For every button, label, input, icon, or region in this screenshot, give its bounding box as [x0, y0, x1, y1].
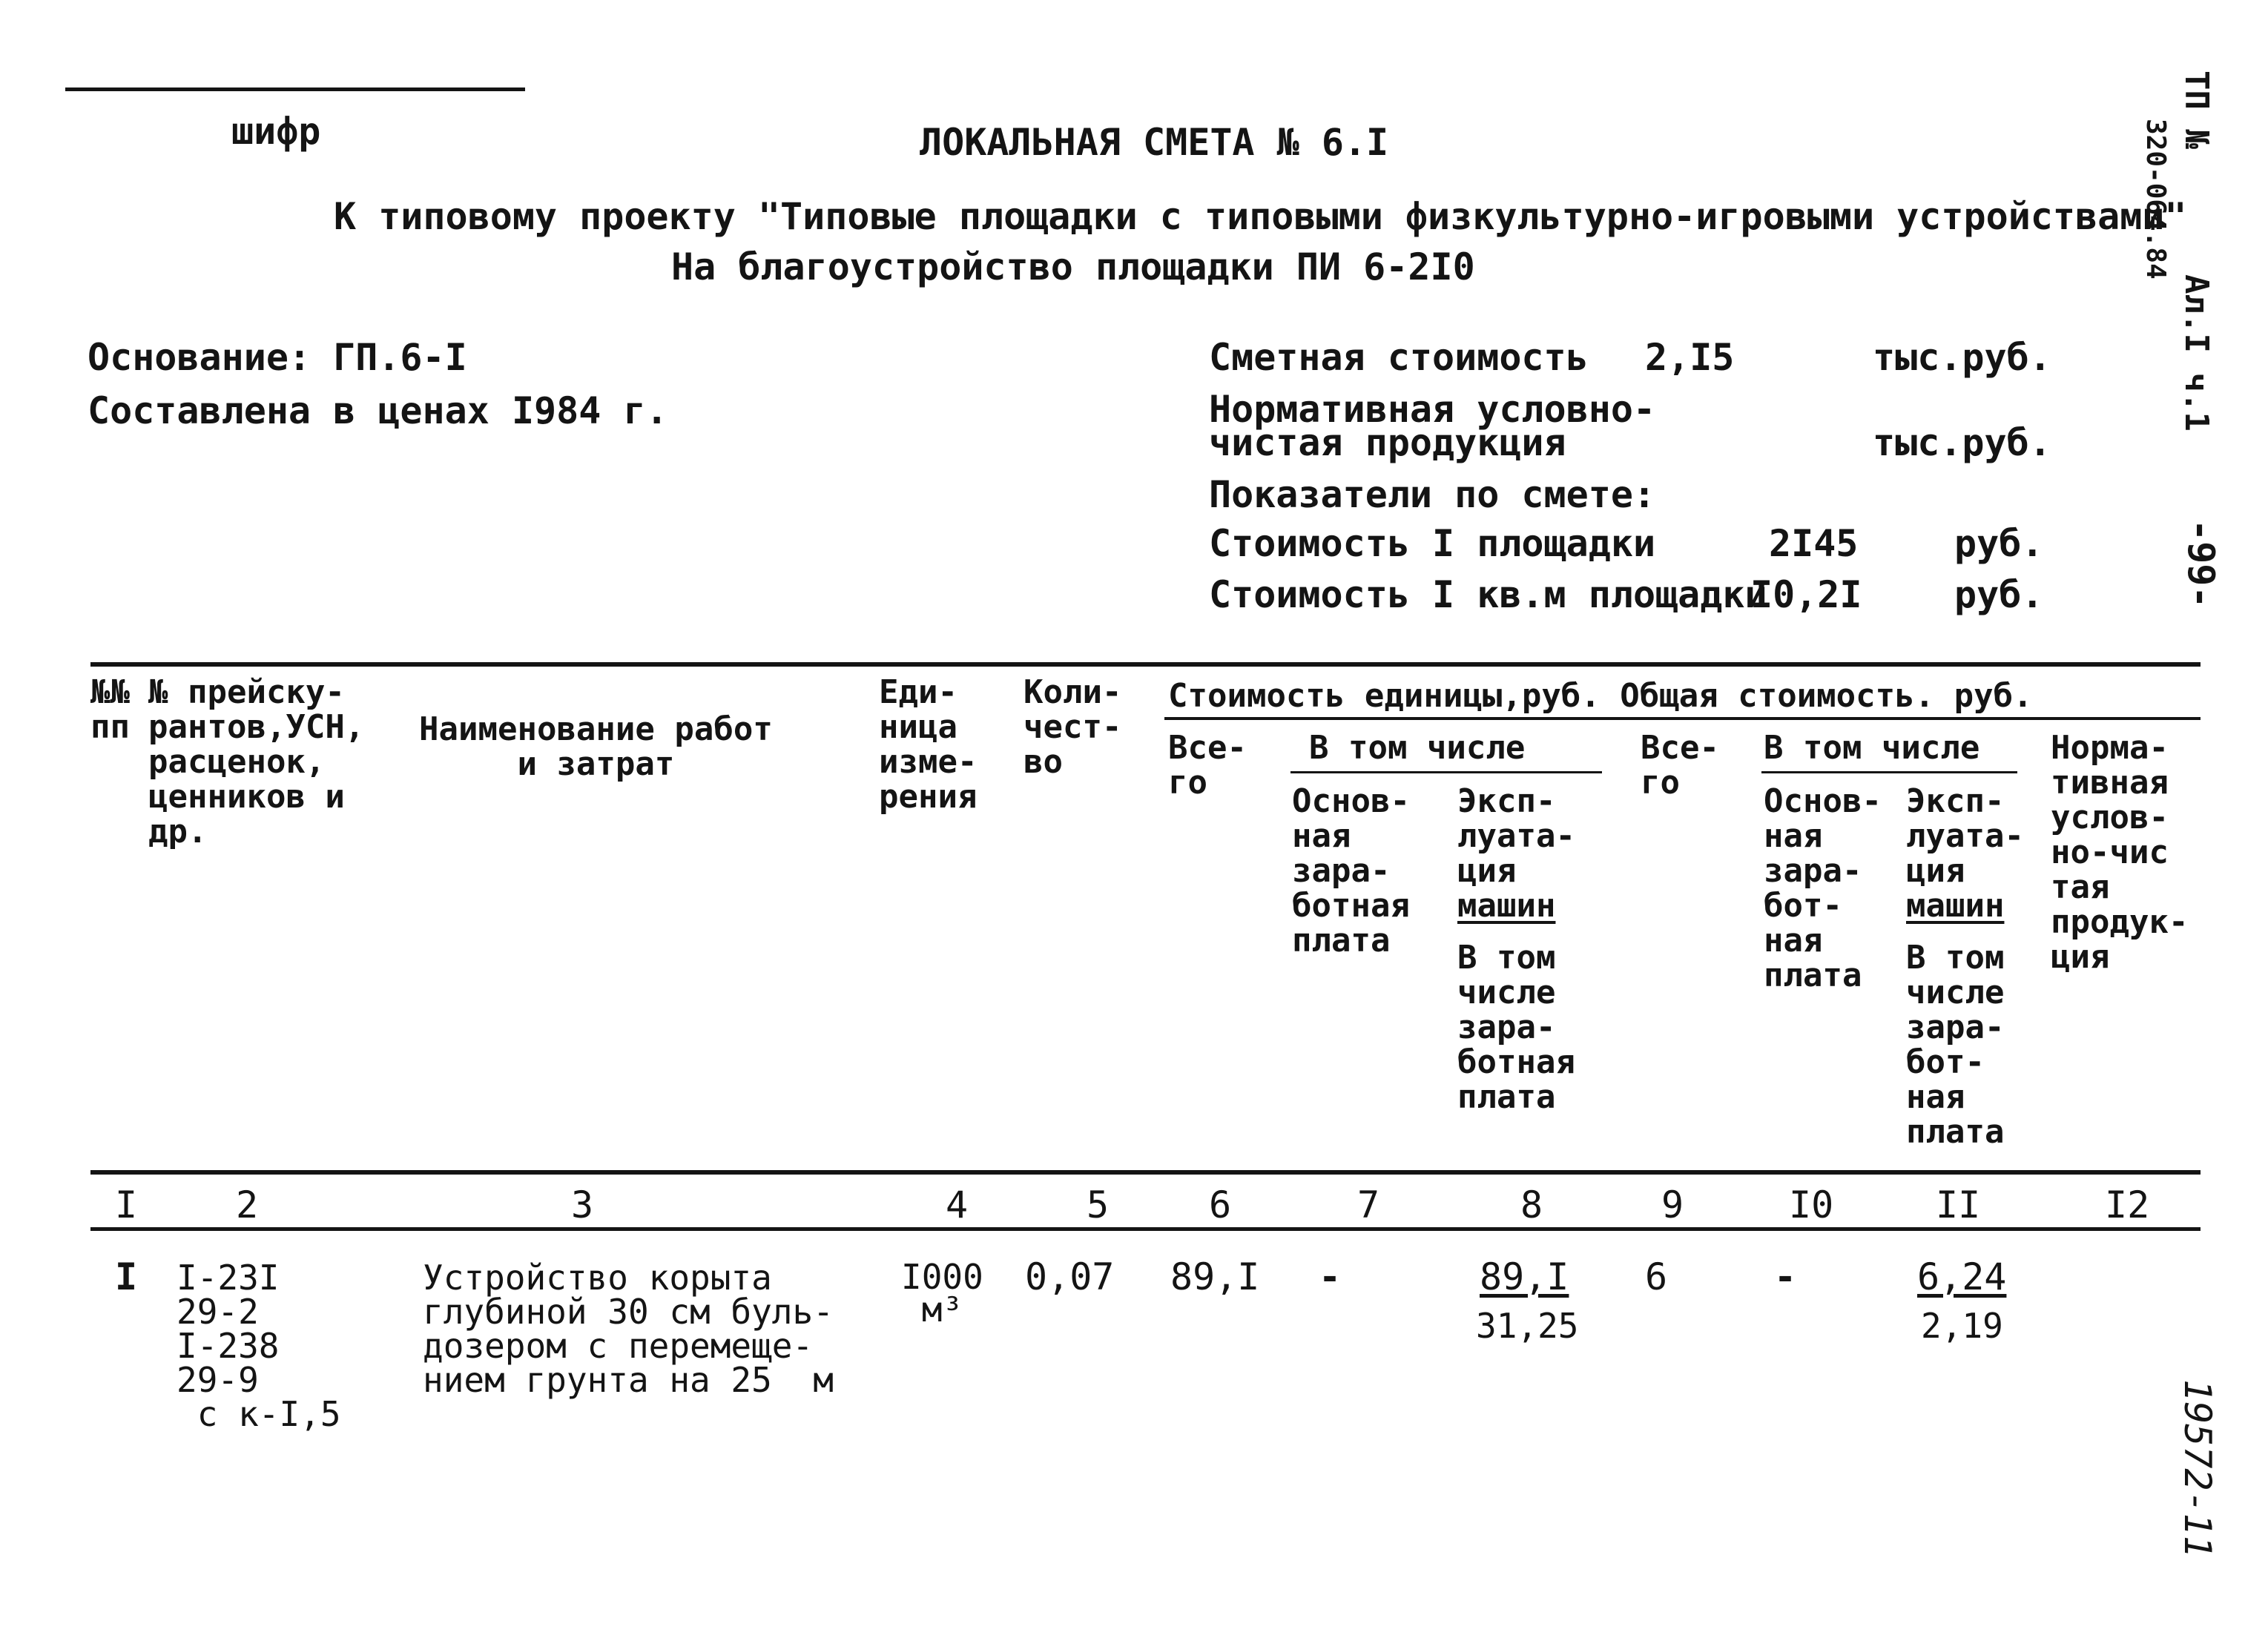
table-top-rule — [90, 662, 2201, 667]
header-machines-all: машин — [1906, 887, 2005, 925]
header-base-wage: Основ- ная зара- ботная плата — [1292, 782, 1410, 960]
row-machine-cost: 89,I — [1480, 1255, 1569, 1298]
col-number: I0 — [1789, 1183, 1834, 1226]
prices-year-line: Составлена в ценах I984 г. — [88, 389, 668, 432]
header-quantity: Коли- чест- во — [1023, 673, 1122, 781]
header-total-unit: Все- го — [1168, 729, 1247, 802]
row-base-wage-all: - — [1774, 1255, 1797, 1298]
sqm-cost-label: Стоимость I кв.м площадки — [1209, 573, 1767, 616]
margin-project-code: ТП № — [2178, 70, 2215, 149]
col-number: 6 — [1209, 1183, 1232, 1226]
col-number: II — [1936, 1183, 1981, 1226]
header-machine-op: Эксп- луата- ция — [1457, 782, 1575, 890]
header-machine-op-all: Эксп- луата- ция — [1906, 782, 2024, 890]
project-subtitle: К типовому проекту "Типовые площадки с типовыми физкультурно-игровыми устройствами" — [334, 195, 2187, 238]
header-incl-unit: В том числе — [1309, 729, 1526, 767]
margin-project-number: 320-064.84 — [2140, 119, 2171, 280]
estimate-cost-label: Сметная стоимость — [1209, 336, 1589, 379]
row-codes: I-23I 29-2 I-238 29-9 с к-I,5 — [177, 1258, 341, 1434]
header-machines: машин — [1457, 887, 1556, 925]
page-number: -99- — [2180, 519, 2223, 609]
header-machine-wage-all: В том числе зара- бот- ная плата — [1906, 939, 2005, 1151]
row-machine-wage-all: 2,19 — [1921, 1306, 2003, 1346]
row-base-wage: - — [1319, 1255, 1342, 1298]
estimate-cost-unit: тыс.руб. — [1873, 336, 2051, 379]
document-title: ЛОКАЛЬНАЯ СМЕТА № 6.I — [920, 121, 1389, 164]
basis-line: Основание: ГП.6-I — [88, 336, 467, 379]
sqm-cost-value: I0,2I — [1750, 573, 1862, 616]
row-total-all: 6 — [1645, 1255, 1668, 1298]
site-cost-value: 2I45 — [1769, 522, 1859, 565]
header-bottom-rule — [90, 1170, 2201, 1175]
header-machine-wage: В том числе зара- ботная плата — [1457, 939, 1575, 1116]
header-unit: Еди- ница изме- рения — [879, 673, 978, 816]
col-number: 4 — [946, 1183, 969, 1226]
header-total-all: Все- го — [1641, 729, 1719, 802]
row-work-name: Устройство корыта глубиной 30 см буль- дозером с перемеще- нием грунта на 25 м — [423, 1258, 834, 1400]
norm-product-unit: тыс.руб. — [1873, 421, 2051, 464]
row-number: I — [115, 1255, 138, 1298]
estimate-cost-value: 2,I5 — [1645, 336, 1735, 379]
header-norm-product: Норма- тивная услов- но-чис тая продук- ция — [2051, 729, 2189, 976]
site-cost-label: Стоимость I площадки — [1209, 522, 1656, 565]
sqm-cost-unit: руб. — [1954, 573, 2044, 616]
row-total-unit: 89,I — [1170, 1255, 1260, 1298]
margin-album: Ал.I ч.1 — [2178, 274, 2215, 432]
col-number: 2 — [236, 1183, 259, 1226]
site-subtitle: На благоустройство площадки ПИ 6-2I0 — [671, 245, 1475, 288]
row-quantity: 0,07 — [1025, 1255, 1115, 1298]
col-number: 7 — [1357, 1183, 1380, 1226]
norm-product-label-1: Нормативная условно- — [1209, 388, 1656, 431]
top-rule — [65, 87, 525, 91]
col-number: I2 — [2105, 1183, 2150, 1226]
col-number: 9 — [1661, 1183, 1684, 1226]
header-num: №№ пп — [90, 673, 130, 746]
incl1-rule — [1290, 771, 1602, 773]
row-unit: I000 м³ — [901, 1257, 983, 1330]
header-price-list: № прейску- рантов,УСН, расценок, ценников и др. — [148, 673, 365, 851]
col-number: 8 — [1520, 1183, 1543, 1226]
site-cost-unit: руб. — [1954, 522, 2044, 565]
header-cost-group: Стоимость единицы,руб. Общая стоимость. руб. — [1168, 677, 2033, 715]
header-base-wage-all: Основ- ная зара- бот- ная плата — [1764, 782, 1882, 994]
handwritten-number: 19572-11 — [2176, 1379, 2219, 1558]
col-number: 3 — [571, 1183, 594, 1226]
incl2-rule — [1761, 771, 2017, 773]
row-machine-cost-all: 6,24 — [1917, 1255, 2007, 1298]
indicators-label: Показатели по смете: — [1209, 473, 1656, 516]
norm-product-label-2: чистая продукция — [1209, 421, 1566, 464]
colnum-bottom-rule — [90, 1227, 2201, 1231]
header-work-name: Наименование работ и затрат — [419, 710, 773, 783]
col-number: I — [115, 1183, 138, 1226]
group-header-rule — [1164, 717, 2201, 720]
header-incl-all: В том числе — [1764, 729, 1980, 767]
col-number: 5 — [1087, 1183, 1110, 1226]
row-machine-wage: 31,25 — [1476, 1306, 1579, 1346]
shifr-label: шифр — [231, 110, 321, 153]
